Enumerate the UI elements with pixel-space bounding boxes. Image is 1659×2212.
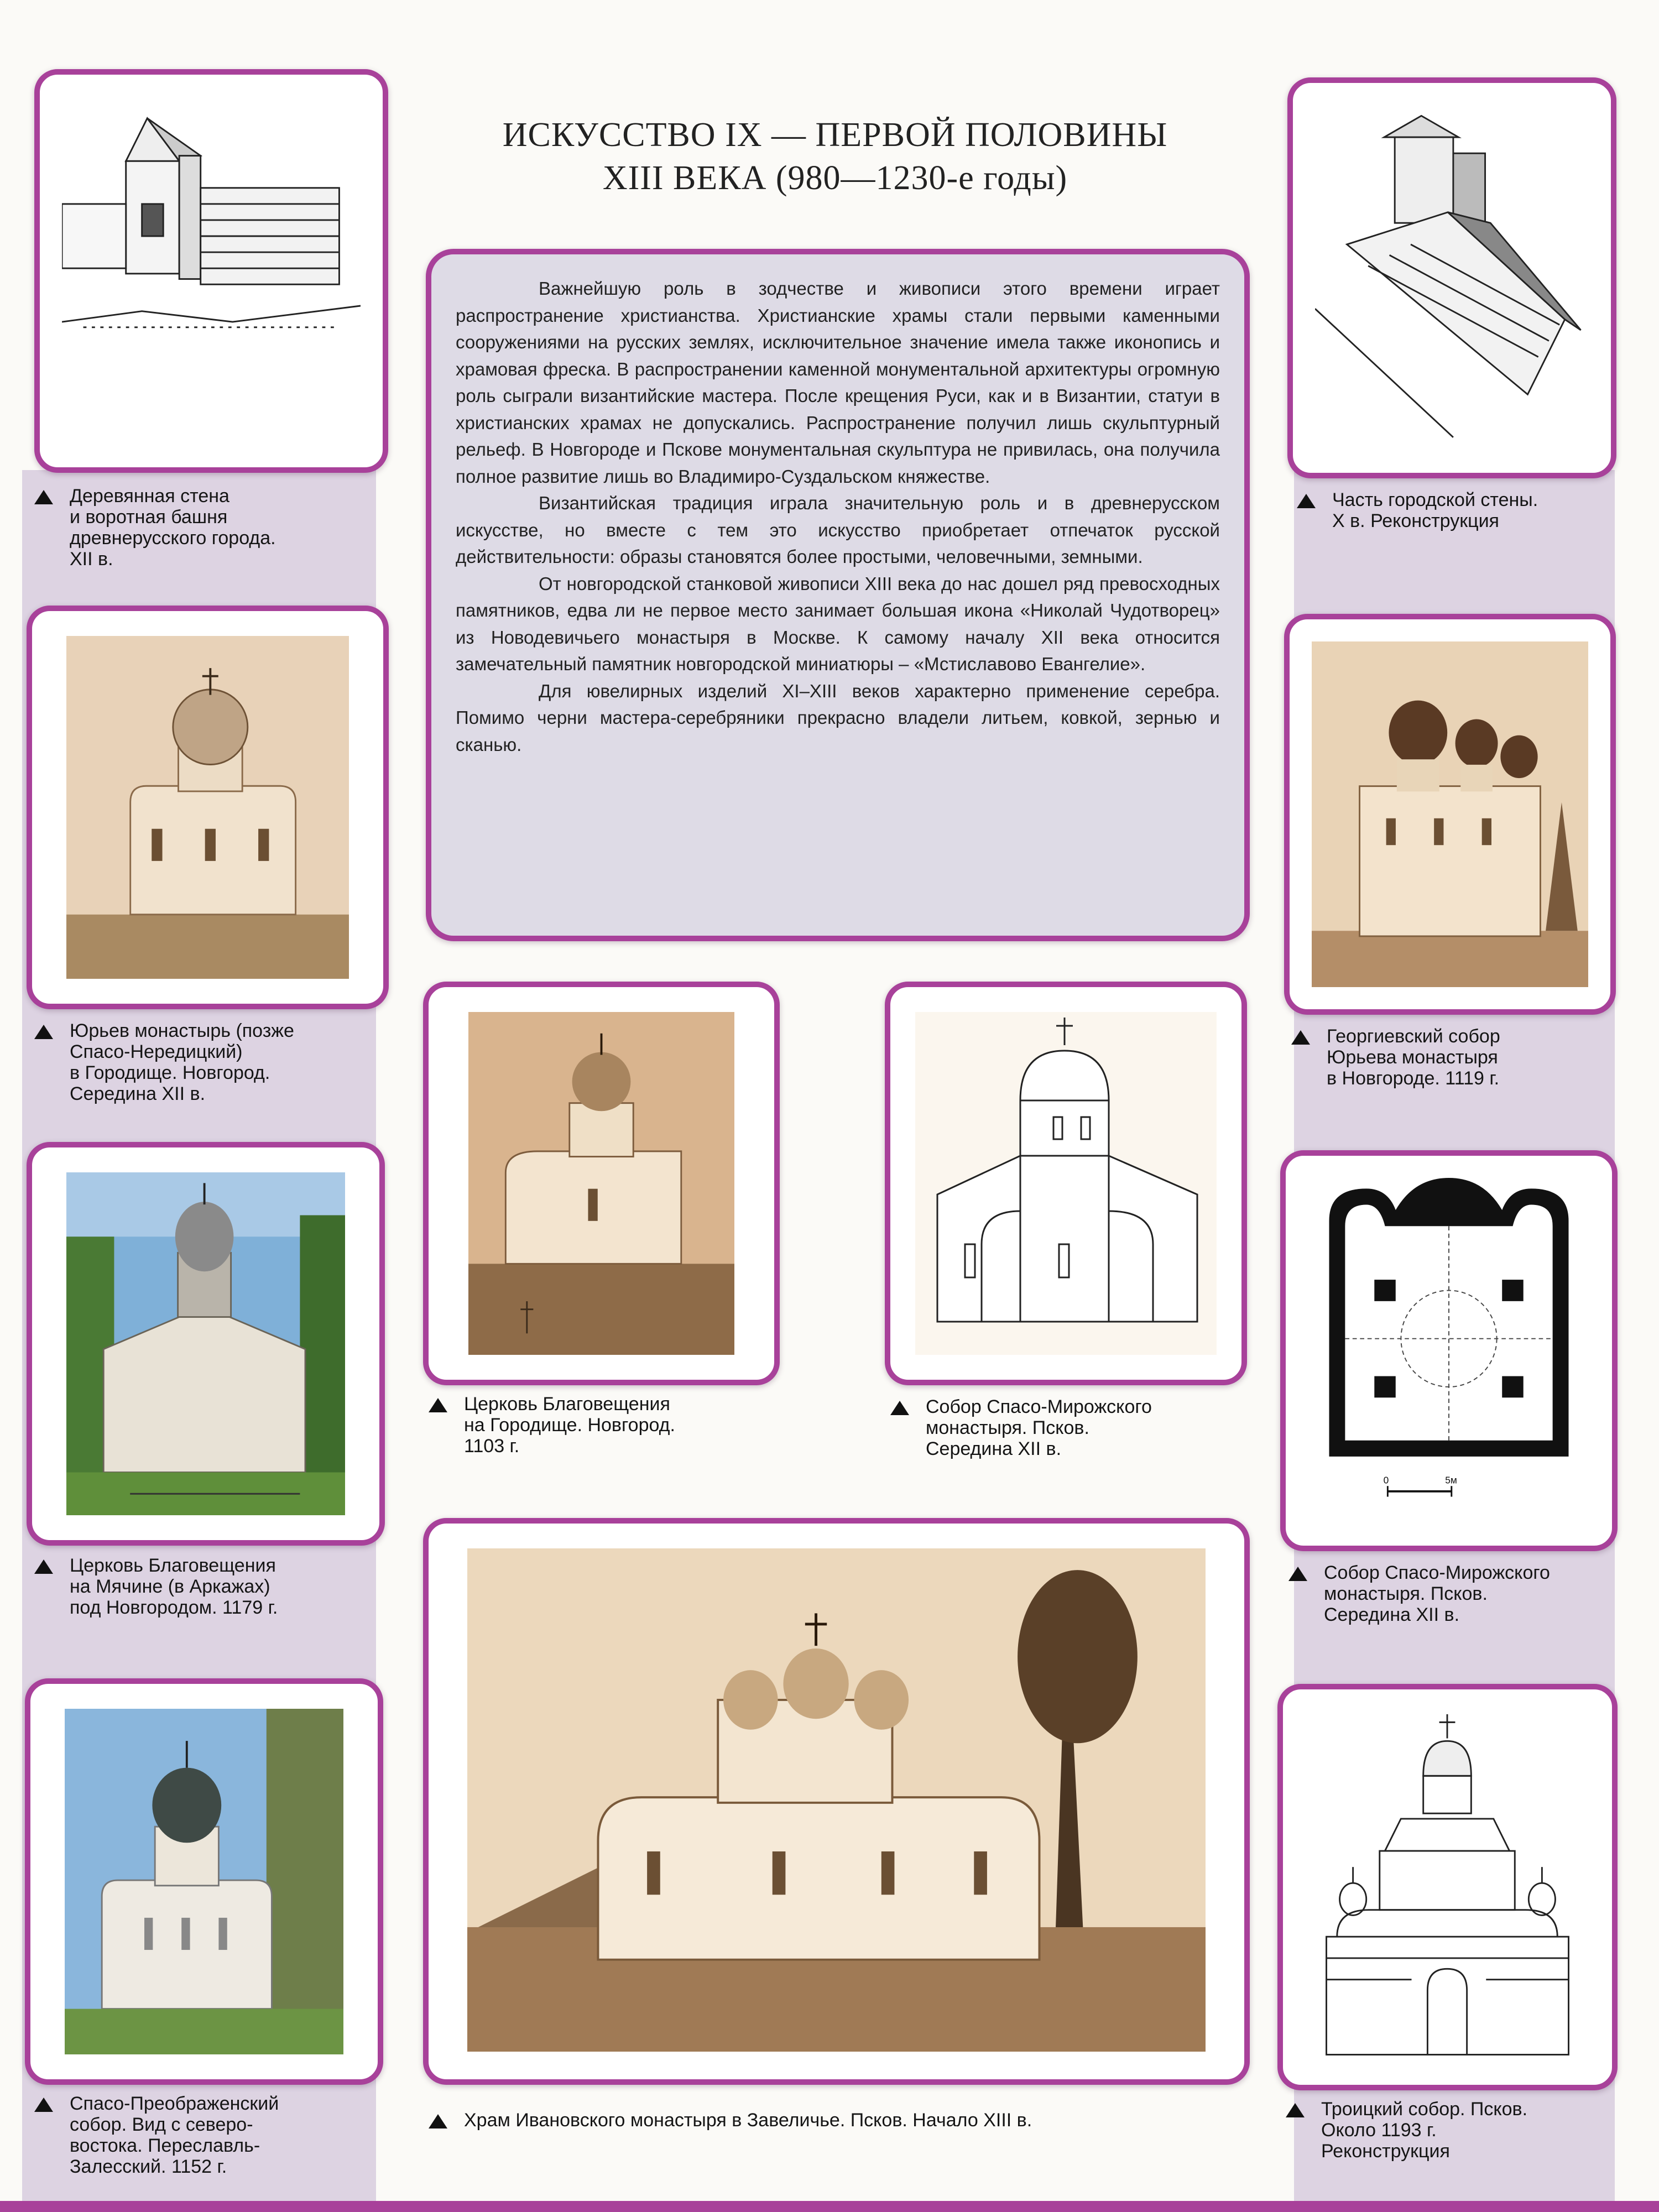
spaso-mirozhsky-drawing-frame <box>885 982 1247 1385</box>
spaso-mirozhsky-plan <box>1308 1178 1590 1524</box>
plan-scale-zero: 0 <box>1383 1474 1389 1486</box>
wooden-wall-caption: Деревянная стена и воротная башня древнерусского города. XII в. <box>34 486 366 574</box>
caption-marker-icon <box>429 2114 447 2128</box>
blagoveshchenie-myachino-frame <box>27 1142 385 1546</box>
yuriev-monastery-photo <box>66 636 349 979</box>
caption-marker-icon <box>890 1401 909 1415</box>
intro-paragraph: Византийская традиция играла значительную роль и в древнерусском искусстве, но вместе с тем это искусство приобретает отпечаток русской действительности: образы становятся более простыми, человечными, земными. <box>456 493 1220 567</box>
blagoveshchenie-gorodishche-photo <box>468 1012 734 1355</box>
georgievsky-photo <box>1312 641 1588 987</box>
caption-marker-icon <box>429 1398 447 1412</box>
spaso-mirozhsky-plan-frame <box>1280 1150 1618 1551</box>
intro-paragraph: От новгородской станковой живописи XIII века до нас дошел ряд превосходных памятников, едва ли не первое место занимает большая икона «Николай Чудотворец» из Новодевичьего монастыря в Москве. К самому началу XII века относится замечательный памятник новгородской миниатюры – «Мстиславово Евангелие». <box>456 573 1220 674</box>
caption-marker-icon <box>1286 2103 1305 2117</box>
intro-paragraph: Для ювелирных изделий XI–XIII веков характерно применение серебра. Помимо черни мастера-серебряники прекрасно владели литьем, ковкой, зернью и сканью. <box>456 680 1220 755</box>
footer-line <box>0 2201 1659 2212</box>
yuriev-monastery-frame <box>27 606 389 1009</box>
page-title <box>420 113 1250 200</box>
ivanovsky-caption: Храм Ивановского монастыря в Завеличье. Псков. Начало XIII в. <box>429 2110 1247 2137</box>
spaso-mirozhsky-drawing-caption: Собор Спасо-Мирожского монастыря. Псков. Середина XII в. <box>890 1396 1222 1468</box>
spaso-preobrazhensky-frame <box>25 1678 383 2085</box>
city-wall-frame <box>1287 77 1616 478</box>
ivanovsky-frame <box>423 1518 1250 2085</box>
caption-marker-icon <box>1291 1030 1310 1045</box>
wooden-wall-drawing <box>62 97 361 445</box>
caption-marker-icon <box>1297 494 1316 508</box>
georgievsky-caption: Георгиевский собор Юрьева монастыря в Новгороде. 1119 г. <box>1291 1026 1612 1098</box>
title-line-1: ИСКУССТВО IX — ПЕРВОЙ ПОЛОВИНЫ <box>502 116 1168 154</box>
city-wall-drawing <box>1315 105 1589 451</box>
caption-marker-icon <box>34 1025 53 1039</box>
caption-marker-icon <box>34 2098 53 2112</box>
caption-marker-icon <box>34 490 53 504</box>
blagoveshchenie-myachino-caption: Церковь Благовещения на Мячине (в Аркажах) под Новгородом. 1179 г. <box>34 1555 366 1627</box>
blagoveshchenie-gorodishche-caption: Церковь Благовещения на Городище. Новгород. 1103 г. <box>429 1394 760 1465</box>
city-wall-caption: Часть городской стены. X в. Реконструкция <box>1297 489 1606 539</box>
troitsky-frame <box>1277 1684 1618 2090</box>
yuriev-monastery-caption: Юрьев монастырь (позже Спасо-Нередицкий) в Городище. Новгород. Середина XII в. <box>34 1020 366 1109</box>
ivanovsky-photo <box>467 1548 1206 2052</box>
wooden-wall-frame <box>34 69 388 473</box>
caption-marker-icon <box>1288 1567 1307 1581</box>
intro-paragraph: Важнейшую роль в зодчестве и живописи этого времени играет распространение христианства. Христианские храмы стали первыми каменными сооружениями на русских землях, исключительное значение имела также иконопись и храмовая фреска. В распространении каменной монументальной архитектуры огромную роль сыграли византийские мастера. После крещения Руси, как и в Византии, статуи в христианских храмах не допускались. Распространение получил лишь скульптурный рельеф. В Новгороде и Пскове монументальная скульптура не привилась, она получила полное развитие лишь во Владимиро-Суздальском княжестве. <box>456 278 1220 487</box>
plan-scale-five: 5м <box>1445 1474 1457 1486</box>
troitsky-drawing <box>1305 1712 1590 2063</box>
spaso-mirozhsky-drawing <box>915 1012 1217 1355</box>
spaso-preobrazhensky-photo <box>65 1709 343 2054</box>
spaso-mirozhsky-plan-caption: Собор Спасо-Мирожского монастыря. Псков. Середина XII в. <box>1288 1562 1615 1634</box>
caption-marker-icon <box>34 1559 53 1574</box>
troitsky-caption: Троицкий собор. Псков. Около 1193 г. Реконструкция <box>1286 2099 1612 2171</box>
title-line-2: XIII ВЕКА (980—1230-е годы) <box>602 159 1068 197</box>
blagoveshchenie-myachino-photo <box>66 1172 345 1515</box>
blagoveshchenie-gorodishche-frame <box>423 982 780 1385</box>
georgievsky-frame <box>1284 614 1616 1015</box>
spaso-preobrazhensky-caption: Спасо-Преображенский собор. Вид с северо- востока. Переславль- Залесский. 1152 г. <box>34 2093 366 2182</box>
intro-text-box <box>426 249 1250 941</box>
